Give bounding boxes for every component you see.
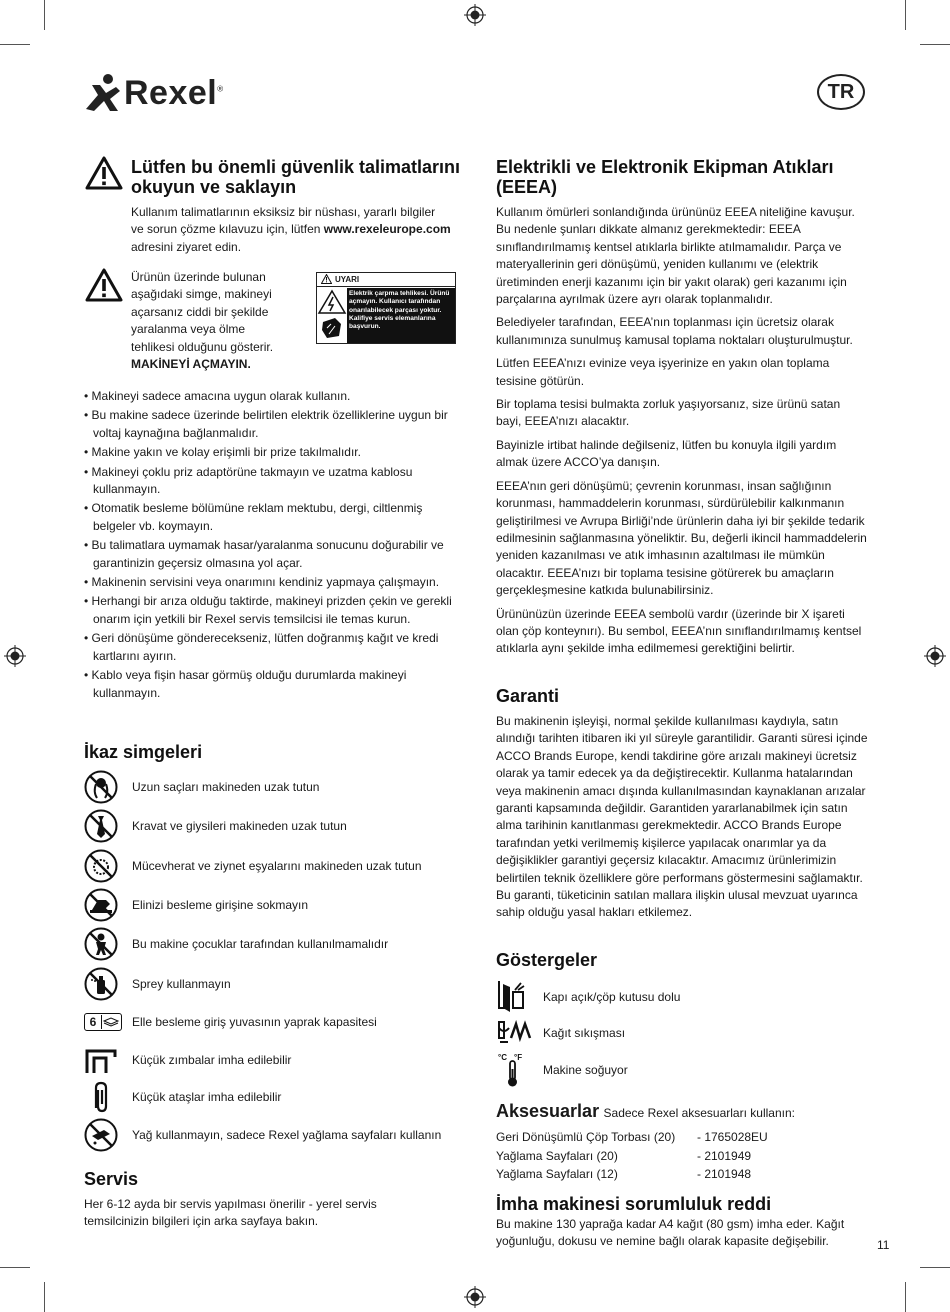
symbol-label: Yağ kullanmayın, sadece Rexel yağlama sayfaları kullanın: [132, 1128, 442, 1142]
sheet-capacity-value: 6: [85, 1015, 102, 1029]
list-item: Geri Dönüşümlü Çöp Torbası (20) - 1765028EU: [496, 1130, 768, 1144]
symbol-label: Uzun saçları makineden uzak tutun: [132, 780, 320, 794]
symbol-row: [84, 770, 320, 804]
safety-title: Lütfen bu önemli güvenlik talimatlarını okuyun ve saklayın: [131, 157, 461, 197]
list-item: • Makinenin servisini veya onarımını kendiniz yapmaya çalışmayın.: [84, 575, 440, 590]
weee-paragraph: Ürününüzün üzerinde EEEA sembolü vardır (üzerinde bir X işareti olan çöp konteynırı). Bu sembol, EEEA’nın sınıflandırılmamış kentsel atıklarla aynı şekilde imha edilmemesi gerektiğini belirtir.: [496, 606, 862, 656]
list-item: • Herhangi bir arıza olduğu taktirde, makineyi prizden çekin ve gerekli onarım için yetkili bir Rexel servis temsilcisi ile temas kurun.: [84, 594, 452, 626]
guarantee-text: Bu makinenin işleyişi, normal şekilde kullanılması kaydıyla, satın alındığı tarihten itibaren iki yıl süreyle garantilidir. Garanti süresi içinde ACCO Brands Europe, kendi takdirine göre arızalı makineyi ücretsiz olarak ya tamir edecek ya da değiştirecektir. Kullanma hatalarından veya makinenin amacı dışında kullanılmasından kaynaklanan arızalar garanti kapsamında değildir. Garantiden yararlanabilmek için satın alma tarihinin kanıtlanması gerekmektedir. ACCO Brands Europe tarafından yetki verilmemiş kişilerce yapılacak onarımlar ya da değişiklikler garantiyi geçersiz kılacaktır. Amacımız ürünlerimizin belirtilen teknik özelliklere göre performans göstermesini sağlamaktır. Bu garanti, tüketicinin satılan mallara ilişkin ulusal mevzuat uyarınca sahip olduğu yasal hakları etkilemez.: [496, 714, 868, 920]
accessories-list: [496, 1128, 868, 1184]
list-item: • Makineyi sadece amacına uygun olarak kullanın.: [84, 389, 351, 403]
service-text: Her 6-12 ayda bir servis yapılması önerilir - yerel servis temsilcinizin bilgileri için arka sayfaya bakın.: [84, 1197, 377, 1229]
brand-name: Rexel®: [124, 73, 224, 112]
paper-jam-icon: [496, 1016, 532, 1048]
guarantee-title: Garanti: [496, 686, 560, 706]
weee-paragraph: Bayinizle irtibat halinde değilseniz, lütfen bu konuyla ilgili yardım almak üzere ACCO’ya danışın.: [496, 437, 837, 470]
paperclip-icon: [84, 1080, 118, 1114]
no-spray-icon: [84, 967, 118, 1001]
paper-stack-icon: [102, 1015, 120, 1029]
warning-symbols-title: İkaz simgeleri: [84, 742, 203, 762]
accessories-title: Aksesuarlar: [496, 1101, 600, 1121]
list-item: • Otomatik besleme bölümüne reklam mektubu, dergi, ciltlenmiş belgeler vb. koymayın.: [84, 501, 423, 533]
crop-mark: [0, 44, 30, 45]
symbol-row: [84, 1013, 377, 1031]
list-item: • Kablo veya fişin hasar görmüş olduğu durumlarda makineyi kullanmayın.: [84, 668, 407, 700]
symbol-label: Elinizi besleme girişine sokmayın: [132, 898, 309, 912]
list-item: • Makine yakın ve kolay erişimli bir prize takılmalıdır.: [84, 445, 361, 460]
symbol-label: Elle besleme giriş yuvasının yaprak kapasitesi: [132, 1015, 377, 1029]
list-item: Yağlama Sayfaları (20) - 2101949: [496, 1148, 752, 1163]
list-item: • Makineyi çoklu priz adaptörüne takmayın ve uzatma kablosu kullanmayın.: [84, 464, 413, 497]
symbol-row: [84, 1043, 292, 1077]
safety-bullet-list: [84, 388, 459, 704]
safety-intro: Kullanım talimatlarının eksiksiz bir nüshası, yararlı bilgiler ve sorun çözme kılavuzu için, lütfen www.rexeleurope.com adresini ziyaret edin.: [131, 205, 451, 254]
rexel-logo: [82, 72, 224, 114]
crop-mark: [920, 44, 950, 45]
crop-mark: [920, 1267, 950, 1268]
weee-paragraph: Lütfen EEEA’nızı evinize veya işyerinize en yakın olan toplama tesisine götürün.: [496, 356, 830, 388]
service-title: Servis: [84, 1169, 139, 1189]
weee-paragraph: EEEA’nın geri dönüşümü; çevrenin korunması, insan sağlığının korunması, hammaddelerin korunması, sürdürülebilir kalkınmanın geliştirilmesi ve Avrupa Birliği’nde ürünlerin daha iyi bir şekilde tedarik edilmesinin sağlanmasına yöneliktir. Bu, değerli ikincil hammaddelerin yeniden kazanılması ve atık imhasının azaltılması ile mümkün olacaktır. EEEA’nızı bir toplama tesisine götürerek bu amaçların gerçekleşmesine katkıda bulunabilirsiniz.: [496, 478, 867, 598]
indicator-row: [496, 1016, 626, 1053]
warning-label-text: Elektrik çarpma tehlikesi. Ürünü açmayın. Kullanıcı tarafından onarılabilecek parçası yoktur. Kalifiye servis elemanlarına başvurun.: [347, 288, 455, 343]
symbol-row: [84, 967, 231, 1001]
cooling-icon: [496, 1051, 528, 1089]
weee-paragraph: Kullanım ömürleri sonlandığında ürününüz EEEA niteliğine kavuşur. Bu nedenle şunları dikkate almanız gerekmektedir: EEEA sınıflandırılmamış kentsel atıklarla birlikte atılmamalıdır. Parça ve materyallerinin geri dönüşümü, yeniden kullanımı ve (elektrik üretiminden enerji kazanımı için bir yakıt olarak) geri kazanımı için parçalarına ayrılmak üzere ayrı olarak toplanmalıdır.: [496, 205, 855, 307]
sheet-capacity-icon: [84, 1013, 122, 1031]
accessories-subtitle: Sadece Rexel aksesuarları kullanın:: [603, 1106, 795, 1120]
symbol-row: [84, 809, 347, 843]
page-number: 11: [877, 1238, 890, 1252]
electric-shock-icon: [317, 288, 347, 343]
symbol-label: Sprey kullanmayın: [132, 977, 231, 991]
symbol-label: Mücevherat ve ziynet eşyalarını makineden uzak tutun: [132, 859, 422, 873]
crop-mark: [44, 1282, 45, 1312]
symbol-row: [84, 1080, 282, 1114]
symbol-label: Kravat ve giysileri makineden uzak tutun: [132, 819, 347, 833]
symbol-label: Küçük zımbalar imha edilebilir: [132, 1053, 292, 1067]
weee-body: [496, 204, 868, 658]
symbol-row: [84, 927, 389, 961]
website-link[interactable]: www.rexeleurope.com: [323, 222, 451, 237]
no-children-icon: [84, 927, 118, 961]
no-long-hair-icon: [84, 770, 118, 804]
list-item: • Geri dönüşüme gönderecekseniz, lütfen doğranmış kağıt ve kredi kartlarını ayırın.: [84, 631, 439, 663]
weee-paragraph: Belediyeler tarafından, EEEA’nın toplanması için ücretsiz olarak kullanımınıza sunulmuş kamusal toplama noktaları oluşturulmuştur.: [496, 315, 853, 347]
symbol-description: Ürünün üzerinde bulunan aşağıdaki simge, makineyi açarsanız ciddi bir şekilde yaralanma veya ölme tehlikesi olduğunu gösterir. MAKİNEYİ AÇMAYIN.: [131, 270, 274, 372]
crop-mark: [905, 1282, 906, 1312]
weee-paragraph: Bir toplama tesisi bulmakta zorluk yaşıyorsanız, size ürünü satan bayi, EEEA’nızı alacaktır.: [496, 397, 841, 429]
indicators-title: Göstergeler: [496, 950, 598, 970]
symbol-label: Bu makine çocuklar tarafından kullanılmamalıdır: [132, 937, 389, 951]
no-tie-icon: [84, 809, 118, 843]
indicator-label: Kağıt sıkışması: [543, 1026, 626, 1040]
no-jewellery-icon: [84, 849, 118, 883]
registration-mark-icon: [464, 1286, 486, 1308]
disclaimer-text: Bu makine 130 yaprağa kadar A4 kağıt (80 gsm) imha eder. Kağıt yoğunluğu, dokusu ve nemine bağlı olarak kapasite değişebilir.: [496, 1217, 845, 1249]
staples-icon: [84, 1043, 118, 1077]
disclaimer-title: İmha makinesi sorumluluk reddi: [496, 1194, 772, 1214]
svg-text:°C: °C: [498, 1053, 507, 1062]
crop-mark: [0, 1267, 30, 1268]
crop-mark: [905, 0, 906, 30]
warning-small-icon: [321, 274, 332, 284]
list-item: • Bu talimatlara uymamak hasar/yaralanma sonucunu doğurabilir ve garantinizin geçersiz olmasına yol açar.: [84, 538, 444, 570]
symbol-label: Küçük ataşlar imha edilebilir: [132, 1090, 282, 1104]
indicator-row: [496, 1051, 628, 1094]
warning-triangle-icon: [85, 156, 123, 190]
electric-warning-label: [316, 272, 456, 344]
rexel-figure-icon: [82, 73, 124, 113]
language-badge: TR: [817, 74, 865, 110]
registration-mark-icon: [924, 645, 946, 667]
indicator-label: Makine soğuyor: [543, 1063, 628, 1077]
weee-title: Elektrikli ve Elektronik Ekipman Atıkları (EEEA): [496, 157, 834, 197]
registration-mark-icon: [4, 645, 26, 667]
indicator-label: Kapı açık/çöp kutusu dolu: [543, 990, 681, 1004]
registration-mark-icon: [464, 4, 486, 26]
svg-text:°F: °F: [514, 1053, 523, 1062]
symbol-row: [84, 1118, 442, 1152]
accessories-heading: [496, 1101, 868, 1122]
warning-label-header: UYARI: [317, 273, 455, 287]
list-item: Yağlama Sayfaları (12) - 2101948: [496, 1167, 752, 1181]
symbol-row: [84, 849, 422, 883]
symbol-row: [84, 888, 309, 922]
no-hands-icon: [84, 888, 118, 922]
warning-triangle-icon: [85, 268, 123, 302]
crop-mark: [44, 0, 45, 30]
indicator-row: [496, 978, 681, 1019]
door-open-bin-full-icon: [496, 978, 528, 1014]
no-oil-icon: [84, 1118, 118, 1152]
list-item: • Bu makine sadece üzerinde belirtilen elektrik özelliklerine uygun bir voltaj kaynağına bağlanmalıdır.: [84, 408, 448, 440]
